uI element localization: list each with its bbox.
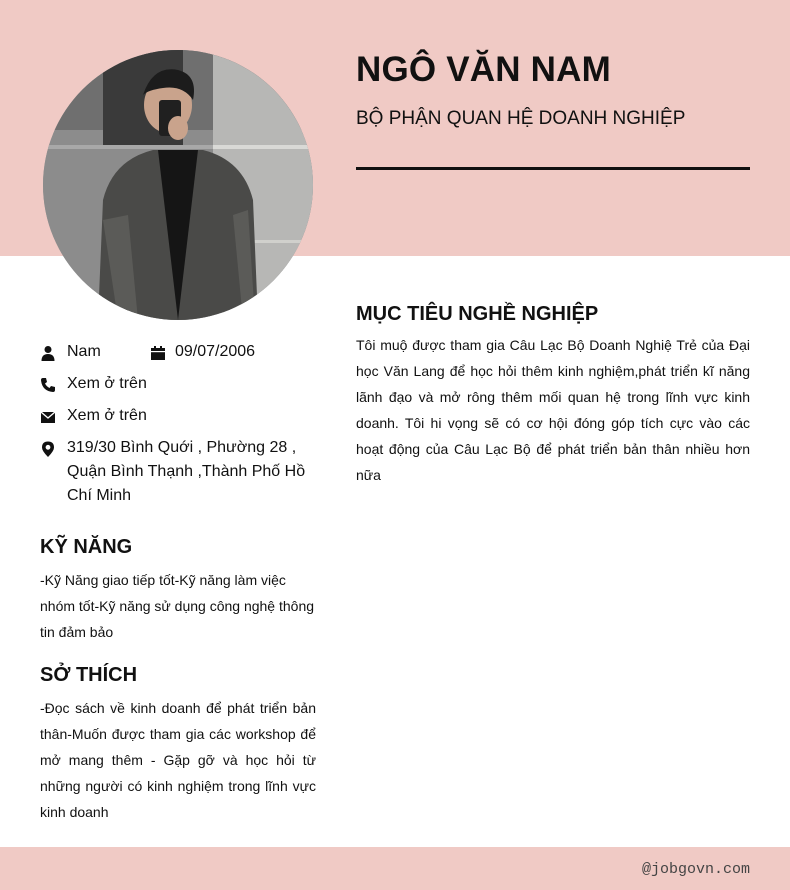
person-icon: [40, 345, 56, 361]
birthdate-value: 09/07/2006: [175, 343, 256, 360]
profile-photo: [43, 50, 313, 320]
candidate-name: NGÔ VĂN NAM: [356, 50, 611, 89]
envelope-icon: [40, 409, 56, 425]
objective-heading: MỤC TIÊU NGHỀ NGHIỆP: [356, 303, 599, 325]
map-pin-icon: [40, 441, 56, 457]
header-divider: [356, 167, 750, 170]
hobbies-text: -Đọc sách về kinh doanh để phát triển bản thân-Muốn được tham gia các workshop để mở mang thêm - Gặp gỡ và học hỏi từ những người có kinh nghiệm trong lĩnh vực kinh doanh: [40, 700, 316, 820]
gender-value: Nam: [67, 343, 101, 360]
calendar-icon: [150, 345, 166, 361]
address-value: 319/30 Bình Quới , Phường 28 , Quận Bình Thạnh ,Thành Phố Hồ Chí Minh: [67, 439, 306, 504]
skills-text: -Kỹ Năng giao tiếp tốt-Kỹ năng làm việc nhóm tốt-Kỹ năng sử dụng công nghệ thông tin đảm bảo: [40, 572, 315, 640]
objective-text: Tôi muộ được tham gia Câu Lạc Bộ Doanh Nghiệ Trẻ của Đại học Văn Lang để học hỏi thêm kinh nghiệm,phát triển kĩ năng lãnh đạo và mở rông thêm mối quan hệ trong lĩnh vực kinh doanh. Tôi hi vọng sẽ có cơ hội đóng góp tích cực vào các hoạt động của Câu Lạc Bộ để phát triển bản thân nhiều hơn nữa: [356, 337, 750, 483]
skills-heading: KỸ NĂNG: [40, 536, 133, 558]
candidate-role: BỘ PHẬN QUAN HỆ DOANH NGHIỆP: [356, 108, 686, 129]
hobbies-heading: SỞ THÍCH: [40, 664, 138, 686]
footer-brand: @jobgovn.com: [641, 861, 750, 878]
phone-value: Xem ở trên: [67, 375, 147, 392]
phone-icon: [40, 377, 56, 393]
profile-photo-illustration: [43, 50, 313, 320]
email-value: Xem ở trên: [67, 407, 147, 424]
